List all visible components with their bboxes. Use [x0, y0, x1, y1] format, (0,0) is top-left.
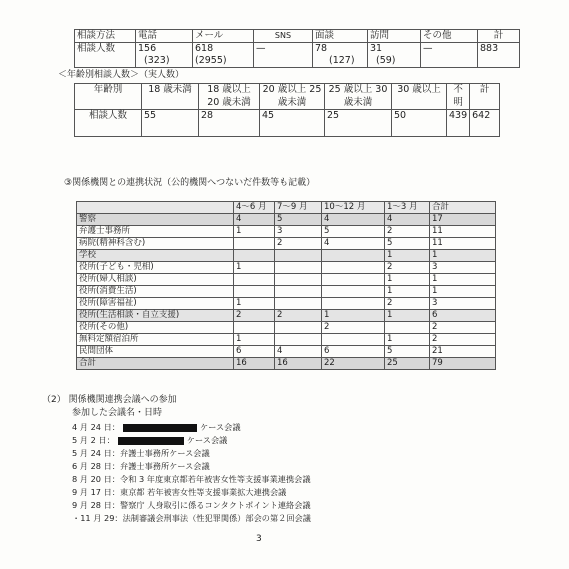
header-cell: 25 歳以上 30 歳未満 [325, 84, 392, 110]
value-cell: 5 [385, 346, 430, 358]
value-cell: 21 [430, 346, 496, 358]
header-cell: 年齢別 [75, 84, 142, 110]
header-cell: SNS [254, 30, 313, 43]
header-cell: 相談方法 [75, 30, 136, 43]
value-cell: 1 [234, 226, 275, 238]
value-cell [385, 322, 430, 334]
redaction-bar [123, 424, 197, 432]
meeting-item: 9 月 17 日：東京都 若年被害女性等支援事業拡大連携会議 [72, 487, 287, 497]
value-cell: 2 [430, 322, 496, 334]
value-cell: 883 [478, 43, 520, 68]
meeting-item: 8 月 20 日：令和 3 年度東京都若年被害女性等支援事業連携会議 [72, 474, 311, 484]
value-cell [234, 238, 275, 250]
header-cell: 4～6 月 [234, 202, 275, 214]
value-cell [275, 322, 322, 334]
row-label: 役所(障害福祉) [77, 298, 234, 310]
value-cell: 22 [322, 358, 385, 370]
meeting-item: ・11 月 29：法制審議会刑事法（性犯罪関係）部会の第２回会議 [72, 513, 311, 523]
header-cell: 20 歳以上 25 歳未満 [260, 84, 325, 110]
header-cell: 計 [470, 84, 500, 110]
value-cell: 1 [385, 334, 430, 346]
meeting-item: 5 月 2 日： ケース会議 [72, 435, 228, 445]
value-cell: 2 [385, 226, 430, 238]
value-cell: — [254, 43, 313, 68]
value-cell: 6 [234, 346, 275, 358]
table-row [77, 226, 496, 238]
header-cell: 18 歳未満 [142, 84, 199, 110]
header-cell: 10～12 月 [322, 202, 385, 214]
row-label: 弁護士事務所 [77, 226, 234, 238]
row-label: 役所(その他) [77, 322, 234, 334]
header-cell: 面談 [313, 30, 368, 43]
section2-title: （2） 関係機関連携会議への参加 [42, 395, 177, 405]
value-cell: 5 [275, 214, 322, 226]
value-cell: 1 [430, 250, 496, 262]
value-cell [322, 286, 385, 298]
row-label: 合計 [77, 358, 234, 370]
table-row [77, 298, 496, 310]
value-cell: 4 [385, 214, 430, 226]
header-cell: メール [193, 30, 254, 43]
value-cell: 6 [430, 310, 496, 322]
header-cell: その他 [421, 30, 478, 43]
meeting-item: 4 月 24 日： ケース会議 [72, 422, 241, 432]
table-row [77, 346, 496, 358]
value-cell: 1 [234, 334, 275, 346]
table-row [77, 286, 496, 298]
consultation-method-table [74, 29, 520, 68]
value-cell [275, 298, 322, 310]
header-cell: 7～9 月 [275, 202, 322, 214]
value-cell: 5 [322, 226, 385, 238]
value-cell: 78 (127) [313, 43, 368, 68]
value-cell: 5 [385, 238, 430, 250]
value-cell: 6 [322, 346, 385, 358]
value-cell: 55 [142, 110, 199, 137]
header-cell [77, 202, 234, 214]
value-cell: 50 [392, 110, 447, 137]
meeting-item: 9 月 28 日：警察庁 人身取引に係るコンタクトポイント連絡会議 [72, 500, 311, 510]
meeting-item: 5 月 24 日：弁護士事務所ケース会議 [72, 448, 210, 458]
age-table-title: ＜年齢別相談人数＞（実人数） [58, 70, 185, 80]
header-cell: 1～3 月 [385, 202, 430, 214]
value-cell: 618 (2955) [193, 43, 254, 68]
value-cell: 1 [430, 286, 496, 298]
value-cell: 25 [325, 110, 392, 137]
value-cell: 79 [430, 358, 496, 370]
header-cell: 18 歳以上 20 歳未満 [199, 84, 260, 110]
value-cell: 11 [430, 226, 496, 238]
header-cell: 不明 [447, 84, 470, 110]
value-cell: 45 [260, 110, 325, 137]
row-label: 相談人数 [75, 43, 136, 68]
value-cell: 3 [275, 226, 322, 238]
value-cell: 1 [430, 274, 496, 286]
value-cell [275, 250, 322, 262]
value-cell: 11 [430, 238, 496, 250]
value-cell: 156 (323) [136, 43, 193, 68]
value-cell: 4 [322, 238, 385, 250]
value-cell [322, 250, 385, 262]
header-cell: 30 歳以上 [392, 84, 447, 110]
table-row [77, 214, 496, 226]
section3-title: ③関係機関との連携状況（公的機関へつないだ件数等も記載） [64, 178, 316, 188]
value-cell: 1 [322, 310, 385, 322]
row-label: 病院(精神科含む) [77, 238, 234, 250]
value-cell: 1 [234, 262, 275, 274]
row-label: 役所(生活相談・自立支援) [77, 310, 234, 322]
value-cell: 2 [322, 322, 385, 334]
row-label: 民間団体 [77, 346, 234, 358]
value-cell [234, 286, 275, 298]
value-cell: 25 [385, 358, 430, 370]
age-consultation-table [74, 83, 500, 137]
value-cell [275, 262, 322, 274]
value-cell: 1 [385, 286, 430, 298]
value-cell: 16 [275, 358, 322, 370]
row-label: 役所(子ども・児相) [77, 262, 234, 274]
table-row [77, 358, 496, 370]
section2-subtitle: 参加した会議名・日時 [72, 408, 163, 418]
value-cell: 17 [430, 214, 496, 226]
table-row [77, 262, 496, 274]
table-row [77, 274, 496, 286]
header-cell: 訪問 [368, 30, 421, 43]
agency-cooperation-table [76, 201, 496, 370]
meeting-item: 6 月 28 日：弁護士事務所ケース会議 [72, 461, 210, 471]
value-cell [322, 262, 385, 274]
value-cell: 2 [385, 298, 430, 310]
value-cell [322, 298, 385, 310]
value-cell [234, 250, 275, 262]
value-cell: 4 [322, 214, 385, 226]
table-row [77, 334, 496, 346]
table-row [77, 310, 496, 322]
value-cell: 1 [385, 310, 430, 322]
value-cell [322, 334, 385, 346]
table-row [77, 322, 496, 334]
value-cell: 2 [275, 310, 322, 322]
value-cell: — [421, 43, 478, 68]
value-cell: 31 (59) [368, 43, 421, 68]
value-cell: 2 [234, 310, 275, 322]
value-cell: 3 [430, 262, 496, 274]
header-cell: 電話 [136, 30, 193, 43]
value-cell [234, 322, 275, 334]
value-cell: 1 [385, 274, 430, 286]
row-label: 相談人数 [75, 110, 142, 137]
row-label: 学校 [77, 250, 234, 262]
value-cell: 4 [234, 214, 275, 226]
value-cell [322, 274, 385, 286]
header-cell: 計 [478, 30, 520, 43]
value-cell [275, 334, 322, 346]
value-cell: 4 [275, 346, 322, 358]
value-cell [234, 274, 275, 286]
table-row [77, 250, 496, 262]
value-cell: 1 [234, 298, 275, 310]
row-label: 無料定額宿泊所 [77, 334, 234, 346]
value-cell: 2 [430, 334, 496, 346]
value-cell: 16 [234, 358, 275, 370]
value-cell: 2 [275, 238, 322, 250]
row-label: 役所(消費生活) [77, 286, 234, 298]
value-cell: 2 [385, 262, 430, 274]
value-cell [275, 286, 322, 298]
row-label: 役所(婦人相談) [77, 274, 234, 286]
page-number: 3 [256, 534, 262, 544]
redaction-bar [118, 437, 184, 445]
row-label: 警察 [77, 214, 234, 226]
header-cell: 合計 [430, 202, 496, 214]
value-cell: 28 [199, 110, 260, 137]
value-cell: 3 [430, 298, 496, 310]
value-cell: 642 [470, 110, 500, 137]
table-row [77, 238, 496, 250]
value-cell: 1 [385, 250, 430, 262]
value-cell: 439 [447, 110, 470, 137]
value-cell [275, 274, 322, 286]
